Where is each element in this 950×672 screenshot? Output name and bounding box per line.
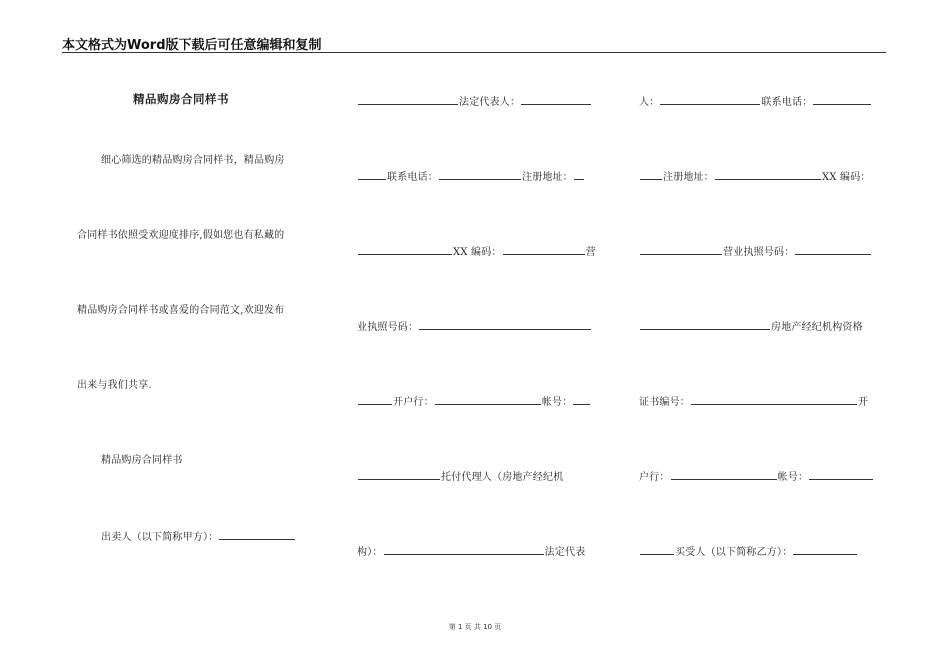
blank-underline [384, 544, 544, 555]
address-label: 注册地址： [522, 172, 573, 183]
phone-label: 联系电话： [761, 97, 813, 108]
col3-row-6 [639, 469, 874, 484]
blank-underline [795, 244, 871, 255]
blank-underline [671, 469, 777, 480]
blank-underline [358, 244, 452, 255]
agent-label: 托付代理人（房地产经纪机 [441, 472, 564, 483]
col3-row-2 [639, 169, 871, 184]
col3-row-1 [639, 94, 872, 109]
col3-row-5 [639, 394, 868, 409]
blank-underline [358, 169, 386, 180]
blank-underline [435, 394, 541, 405]
col2-row-4 [357, 319, 592, 334]
account-label: 帐号： [777, 472, 809, 483]
blank-underline [809, 469, 873, 480]
blank-underline [660, 94, 760, 105]
col3-row-7 [639, 544, 858, 559]
postcode-label: XX 编码： [822, 172, 871, 183]
license-label: 业执照号码： [357, 322, 419, 333]
agency-label: 构）： [357, 547, 383, 558]
col2-row-6 [357, 469, 563, 484]
seller-label: 出卖人（以下简称甲方）： [101, 532, 219, 543]
intro-line-4: 出来与我们共享. [77, 380, 152, 391]
blank-underline [573, 394, 590, 405]
blank-underline [691, 394, 857, 405]
bank-prefix: 开 [858, 397, 869, 408]
intro-line-2: 合同样书依照受欢迎度排序,假如您也有私藏的 [77, 230, 285, 241]
blank-underline [715, 169, 821, 180]
col3-row-3 [639, 244, 872, 259]
blank-underline [358, 394, 392, 405]
col2-row-5 [357, 394, 591, 409]
blank-underline [574, 169, 584, 180]
legal-rep-prefix: 法定代表 [544, 547, 586, 558]
license-label: 营业执照号码： [723, 247, 795, 258]
blank-underline [439, 169, 521, 180]
blank-underline [219, 529, 295, 540]
blank-underline [640, 319, 770, 330]
page-number: 第 1 页 共 10 页 [448, 623, 502, 631]
blank-underline [503, 244, 585, 255]
legal-rep-label: 法定代表人： [459, 97, 521, 108]
blank-underline [358, 469, 440, 480]
blank-underline [521, 94, 591, 105]
blank-underline [640, 169, 662, 180]
blank-underline [358, 94, 458, 105]
header-text: 本文格式为Word版下载后可任意编辑和复制 [62, 38, 322, 53]
seller-line [101, 529, 296, 544]
intro-line-1: 细心筛选的精品购房合同样书，精品购房 [101, 155, 285, 166]
blank-underline [813, 94, 871, 105]
phone-label: 联系电话： [387, 172, 438, 183]
col2-row-2 [357, 169, 585, 184]
blank-underline [640, 544, 674, 555]
person-suffix: 人： [639, 97, 660, 108]
subtitle-line: 精品购房合同样书 [101, 455, 183, 466]
document-title: 精品购房合同样书 [133, 92, 229, 106]
business-prefix: 营 [585, 247, 596, 258]
blank-underline [793, 544, 857, 555]
agency-qualification-label: 房地产经纪机构资格 [771, 322, 863, 333]
intro-line-3: 精品购房合同样书或喜爱的合同范文,欢迎发布 [77, 305, 285, 316]
account-label: 帐号： [541, 397, 573, 408]
document-header [62, 34, 886, 53]
blank-underline [419, 319, 591, 330]
col2-row-7 [357, 544, 585, 559]
buyer-label: 买受人（以下简称乙方）： [675, 547, 793, 558]
col2-row-1 [357, 94, 592, 109]
col2-row-3 [357, 244, 596, 259]
address-label: 注册地址： [663, 172, 714, 183]
blank-underline [640, 244, 722, 255]
bank-label: 开户行： [393, 397, 434, 408]
bank-suffix-label: 户行： [639, 472, 670, 483]
postcode-label: XX 编码： [453, 247, 502, 258]
col3-row-4 [639, 319, 863, 334]
certificate-label: 证书编号： [639, 397, 690, 408]
